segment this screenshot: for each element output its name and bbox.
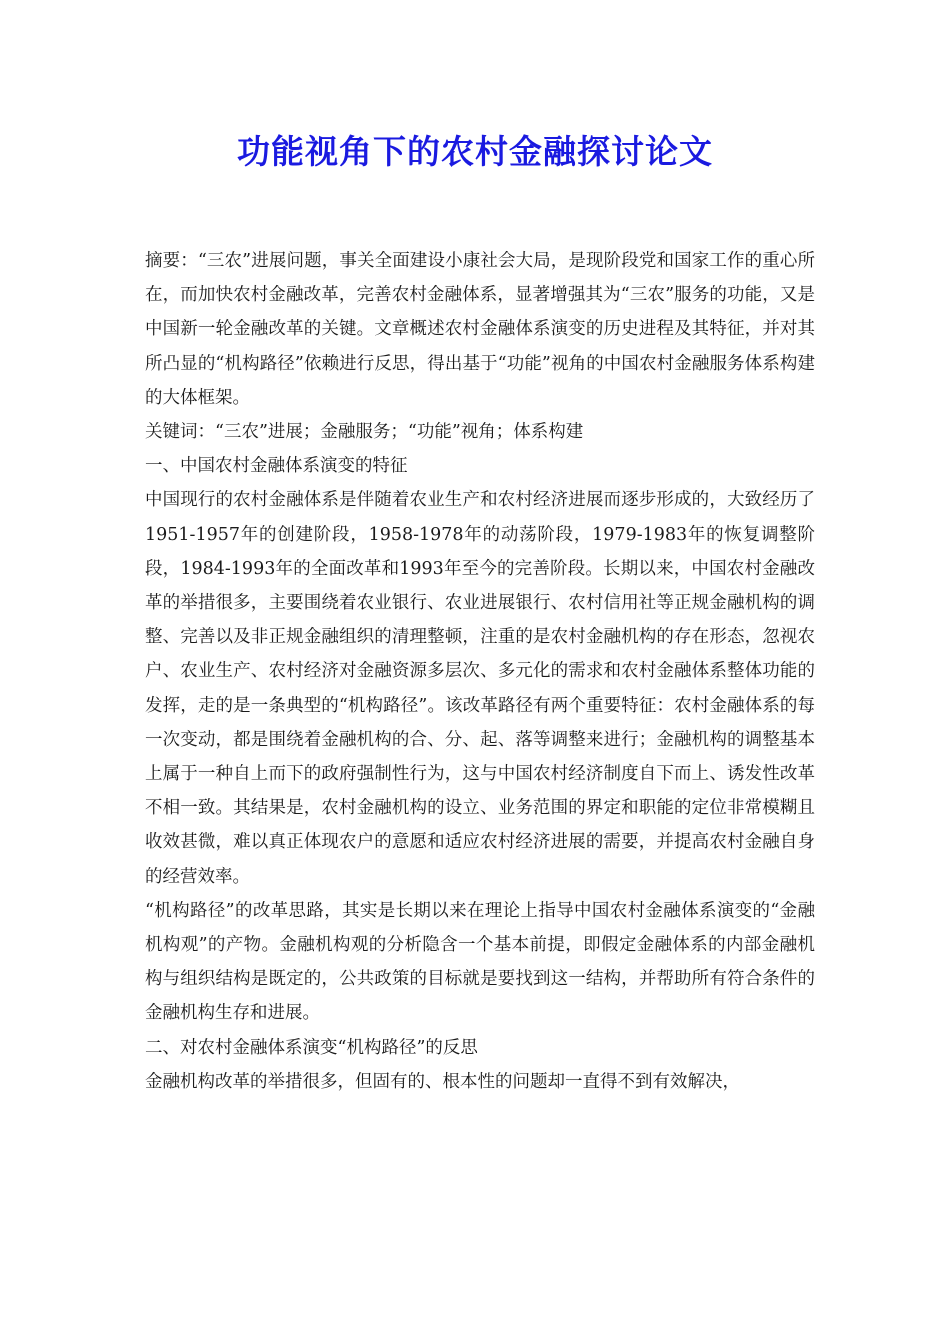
section-heading-2: 二、对农村金融体系演变“机构路径”的反思 [145, 1037, 478, 1058]
abstract-paragraph: 摘要：“三农”进展问题，事关全面建设小康社会大局，是现阶段党和国家工作的重心所在，而加快农村金融改革，完善农村金融体系，显著增强其为“三农”服务的功能，又是中国新一轮金融改革的关键。文章概述农村金融体系演变的历史进程及其特征，并对其所凸显的“机构路径”依赖进行反思，得出基于“功能”视角的中国农村金融服务体系构建的大体框架。 [145, 251, 815, 408]
keywords-line: 关键词：“三农”进展；金融服务；“功能”视角；体系构建 [145, 422, 584, 443]
body-paragraph: 金融机构改革的举措很多，但固有的、根本性的问题却一直得不到有效解决， [145, 1071, 740, 1092]
document-title: 功能视角下的农村金融探讨论文 [237, 132, 713, 171]
document-body [145, 244, 815, 1099]
body-paragraph: “机构路径”的改革思路，其实是长期以来在理论上指导中国农村金融体系演变的“金融机构观”的产物。金融机构观的分析隐含一个基本前提，即假定金融体系的内部金融机构与组织结构是既定的，公共政策的目标就是要找到这一结构，并帮助所有符合条件的金融机构生存和进展。 [145, 900, 815, 1024]
body-paragraph: 中国现行的农村金融体系是伴随着农业生产和农村经济进展而逐步形成的，大致经历了1951-1957年的创建阶段，1958-1978年的动荡阶段，1979-1983年的恢复调整阶段，1984-1993年的全面改革和1993年至今的完善阶段。长期以来，中国农村金融改革的举措很多，主要围绕着农业银行、农业进展银行、农村信用社等正规金融机构的调整、完善以及非正规金融组织的清理整顿，注重的是农村金融机构的存在形态，忽视农户、农业生产、农村经济对金融资源多层次、多元化的需求和农村金融体系整体功能的发挥，走的是一条典型的“机构路径”。该改革路径有两个重要特征：农村金融体系的每一次变动，都是围绕着金融机构的合、分、起、落等调整来进行；金融机构的调整基本上属于一种自上而下的政府强制性行为，这与中国农村经济制度自下而上、诱发性改革不相一致。其结果是，农村金融机构的设立、业务范围的界定和职能的定位非常模糊且收效甚微，难以真正体现农户的意愿和适应农村经济进展的需要，并提高农村金融自身的经营效率。 [145, 490, 815, 887]
section-heading-1: 一、中国农村金融体系演变的特征 [145, 456, 408, 477]
